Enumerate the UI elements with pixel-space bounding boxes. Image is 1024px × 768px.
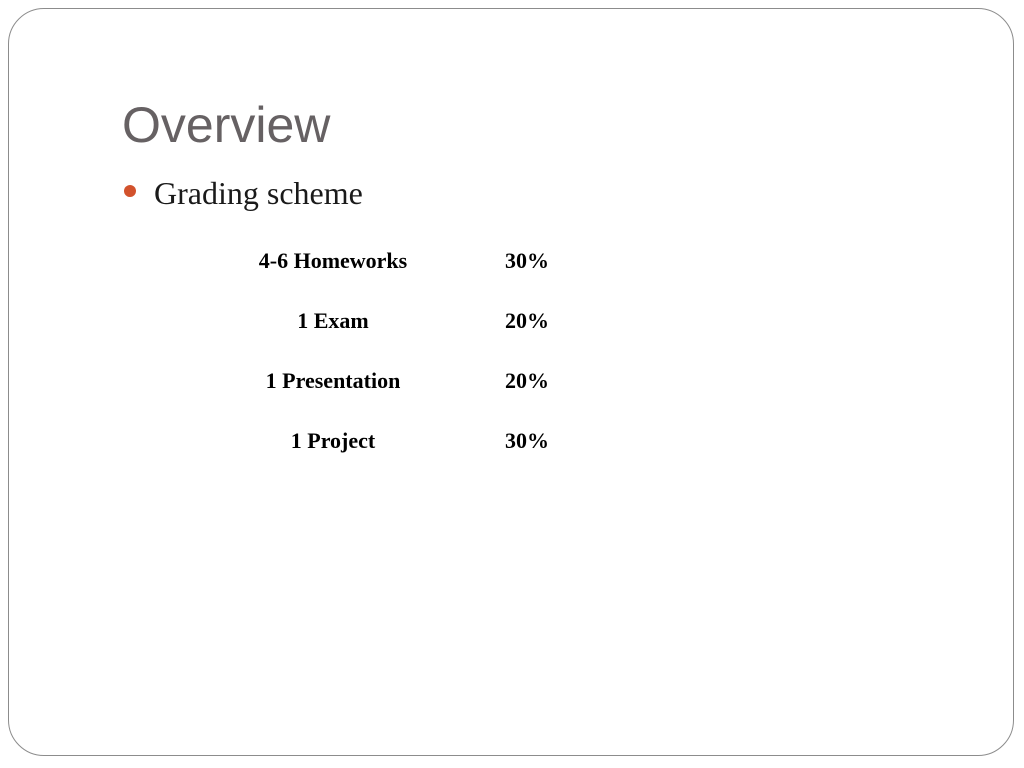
grading-component: 1 Exam — [297, 308, 369, 333]
grading-weight: 30% — [505, 248, 549, 273]
bullet-dot-icon — [124, 185, 136, 197]
bullet-item — [124, 173, 363, 213]
grading-component: 4-6 Homeworks — [258, 248, 408, 273]
grading-weight: 20% — [505, 308, 549, 333]
grading-weight: 30% — [505, 428, 549, 453]
grading-component: 1 Project — [290, 428, 376, 453]
table-row — [225, 419, 549, 479]
grading-weight: 20% — [505, 368, 549, 393]
table-row — [225, 239, 549, 299]
grading-table — [225, 239, 549, 479]
slide-title: Overview — [122, 97, 331, 153]
table-row — [225, 359, 549, 419]
table-row — [225, 299, 549, 359]
grading-component: 1 Presentation — [265, 368, 401, 393]
slide — [8, 8, 1014, 756]
bullet-text: Grading scheme — [154, 175, 363, 211]
